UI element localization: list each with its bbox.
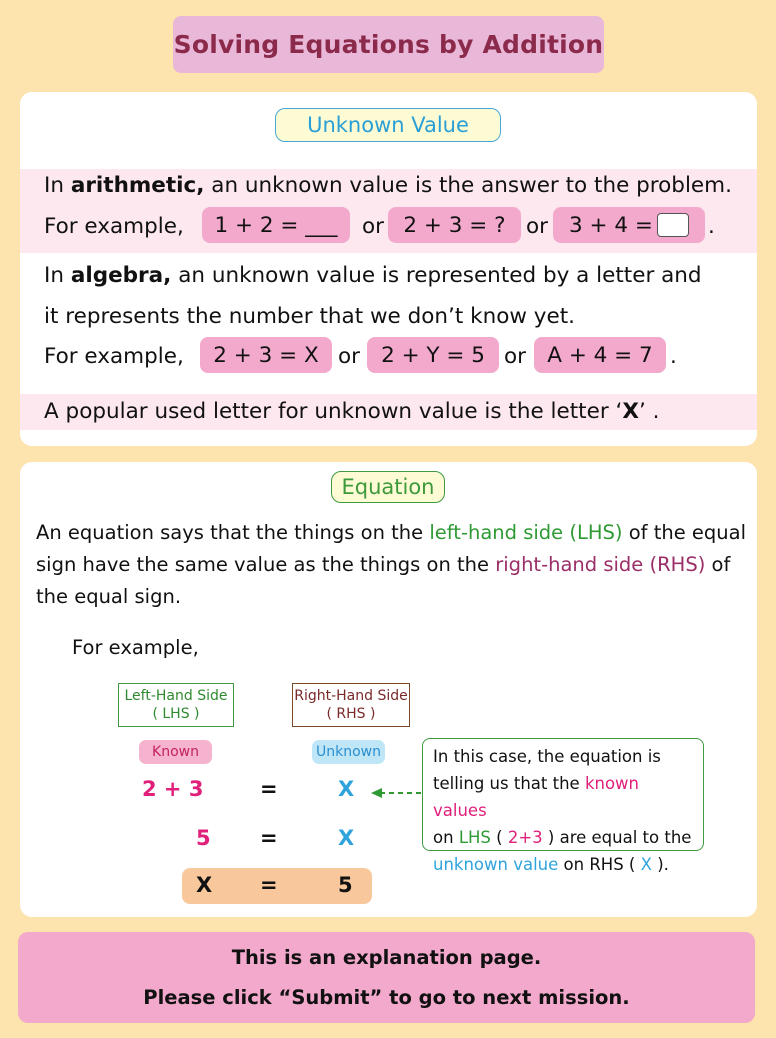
callout-l4b: on RHS ( [563,855,636,874]
callout-unknown-value: unknown value [433,855,559,874]
blank-answer-box [657,213,689,237]
equation-for-example: For example, [72,636,199,659]
callout-line-1: In this case, the equation is [433,747,661,766]
unknown-value-heading: Unknown Value [275,108,501,142]
arith-example-3 [553,207,705,243]
equation-heading: Equation [331,471,445,503]
row2-right: X [338,826,355,850]
callout-2plus3: 2+3 [507,828,543,847]
unknown-tag: Unknown [312,740,385,764]
arith-bold: arithmetic, [70,173,205,198]
equation-para-line-2 [36,553,730,576]
equation-para-line-3: the equal sign. [36,585,182,608]
arith-rest: an unknown value is the answer to the problem. [211,173,732,198]
popular-letter: X [622,399,639,424]
p2a: sign have the same value as the things on the [36,553,490,576]
algebra-definition [44,263,702,288]
callout-l3a: on [433,828,454,847]
popular-prefix: A popular used letter for unknown value is the letter ‘ [44,399,623,424]
row3-left: X [196,873,213,897]
lhs-label-box [118,683,234,727]
callout-l2a: telling us that the [433,774,580,793]
lhs-label-1: Left-Hand Side [124,688,228,704]
or-word: or [362,214,384,239]
row1-equals: = [260,777,278,801]
callout-l3e: ) are equal to the [547,828,692,847]
alg-bold: algebra, [70,263,172,288]
footer-line-2: Please click “Submit” to go to next mission. [143,985,630,1009]
alg-example-2: 2 + Y = 5 [367,337,499,373]
alg-prefix: In [44,263,64,288]
alg-rest: an unknown value is represented by a letter and [178,263,702,288]
alg-example-1: 2 + 3 = X [200,337,332,373]
page-title: Solving Equations by Addition [173,16,604,73]
p2b: of [711,553,731,576]
equation-para-line-1 [36,521,746,544]
or-word: or [526,214,548,239]
footer-banner [18,932,755,1023]
period: . [708,214,715,239]
popular-suffix: ’ . [638,399,660,424]
callout-known-values: known values [433,774,639,820]
arith-for-example: For example, [44,214,184,239]
footer-line-1: This is an explanation page. [231,945,542,969]
callout-l4d: ). [657,855,669,874]
callout-l3c: ( [496,828,503,847]
rhs-label-box [292,683,410,727]
rhs-phrase: right-hand side (RHS) [495,553,706,576]
arith-example-2: 2 + 3 = ? [388,207,521,243]
row3-equals: = [260,873,278,897]
arith-example-1: 1 + 2 = ___ [202,207,350,243]
lhs-phrase: left-hand side (LHS) [429,521,623,544]
lhs-label-2: ( LHS ) [152,706,200,722]
equation-card [20,462,757,917]
rhs-label-2: ( RHS ) [326,706,376,722]
arith-example-3-text: 3 + 4 = [569,212,653,238]
alg-example-3: A + 4 = 7 [534,337,666,373]
row2-equals: = [260,826,278,850]
rhs-label-1: Right-Hand Side [294,688,408,704]
p1a: An equation says that the things on the [36,521,424,544]
row1-left: 2 + 3 [142,777,204,801]
dashed-arrow-icon [371,786,423,800]
p1b: of the equal [628,521,746,544]
algebra-line-2: it represents the number that we don’t know yet. [44,304,575,329]
popular-letter-line [44,399,659,424]
row2-left: 5 [196,826,211,850]
unknown-value-card [20,92,757,446]
period: . [670,344,677,369]
known-tag: Known [139,740,212,764]
callout-x: X [640,855,652,874]
callout-lhs: LHS [458,828,491,847]
explanation-callout [422,738,704,874]
arithmetic-definition [44,173,732,198]
callout-line-3 [433,824,693,851]
callout-line-4 [433,851,693,878]
row3-right: 5 [338,873,353,897]
row1-right: X [338,777,355,801]
callout-line-2 [433,770,693,824]
arith-prefix: In [44,173,64,198]
alg-for-example: For example, [44,344,184,369]
or-word: or [504,344,526,369]
or-word: or [338,344,360,369]
